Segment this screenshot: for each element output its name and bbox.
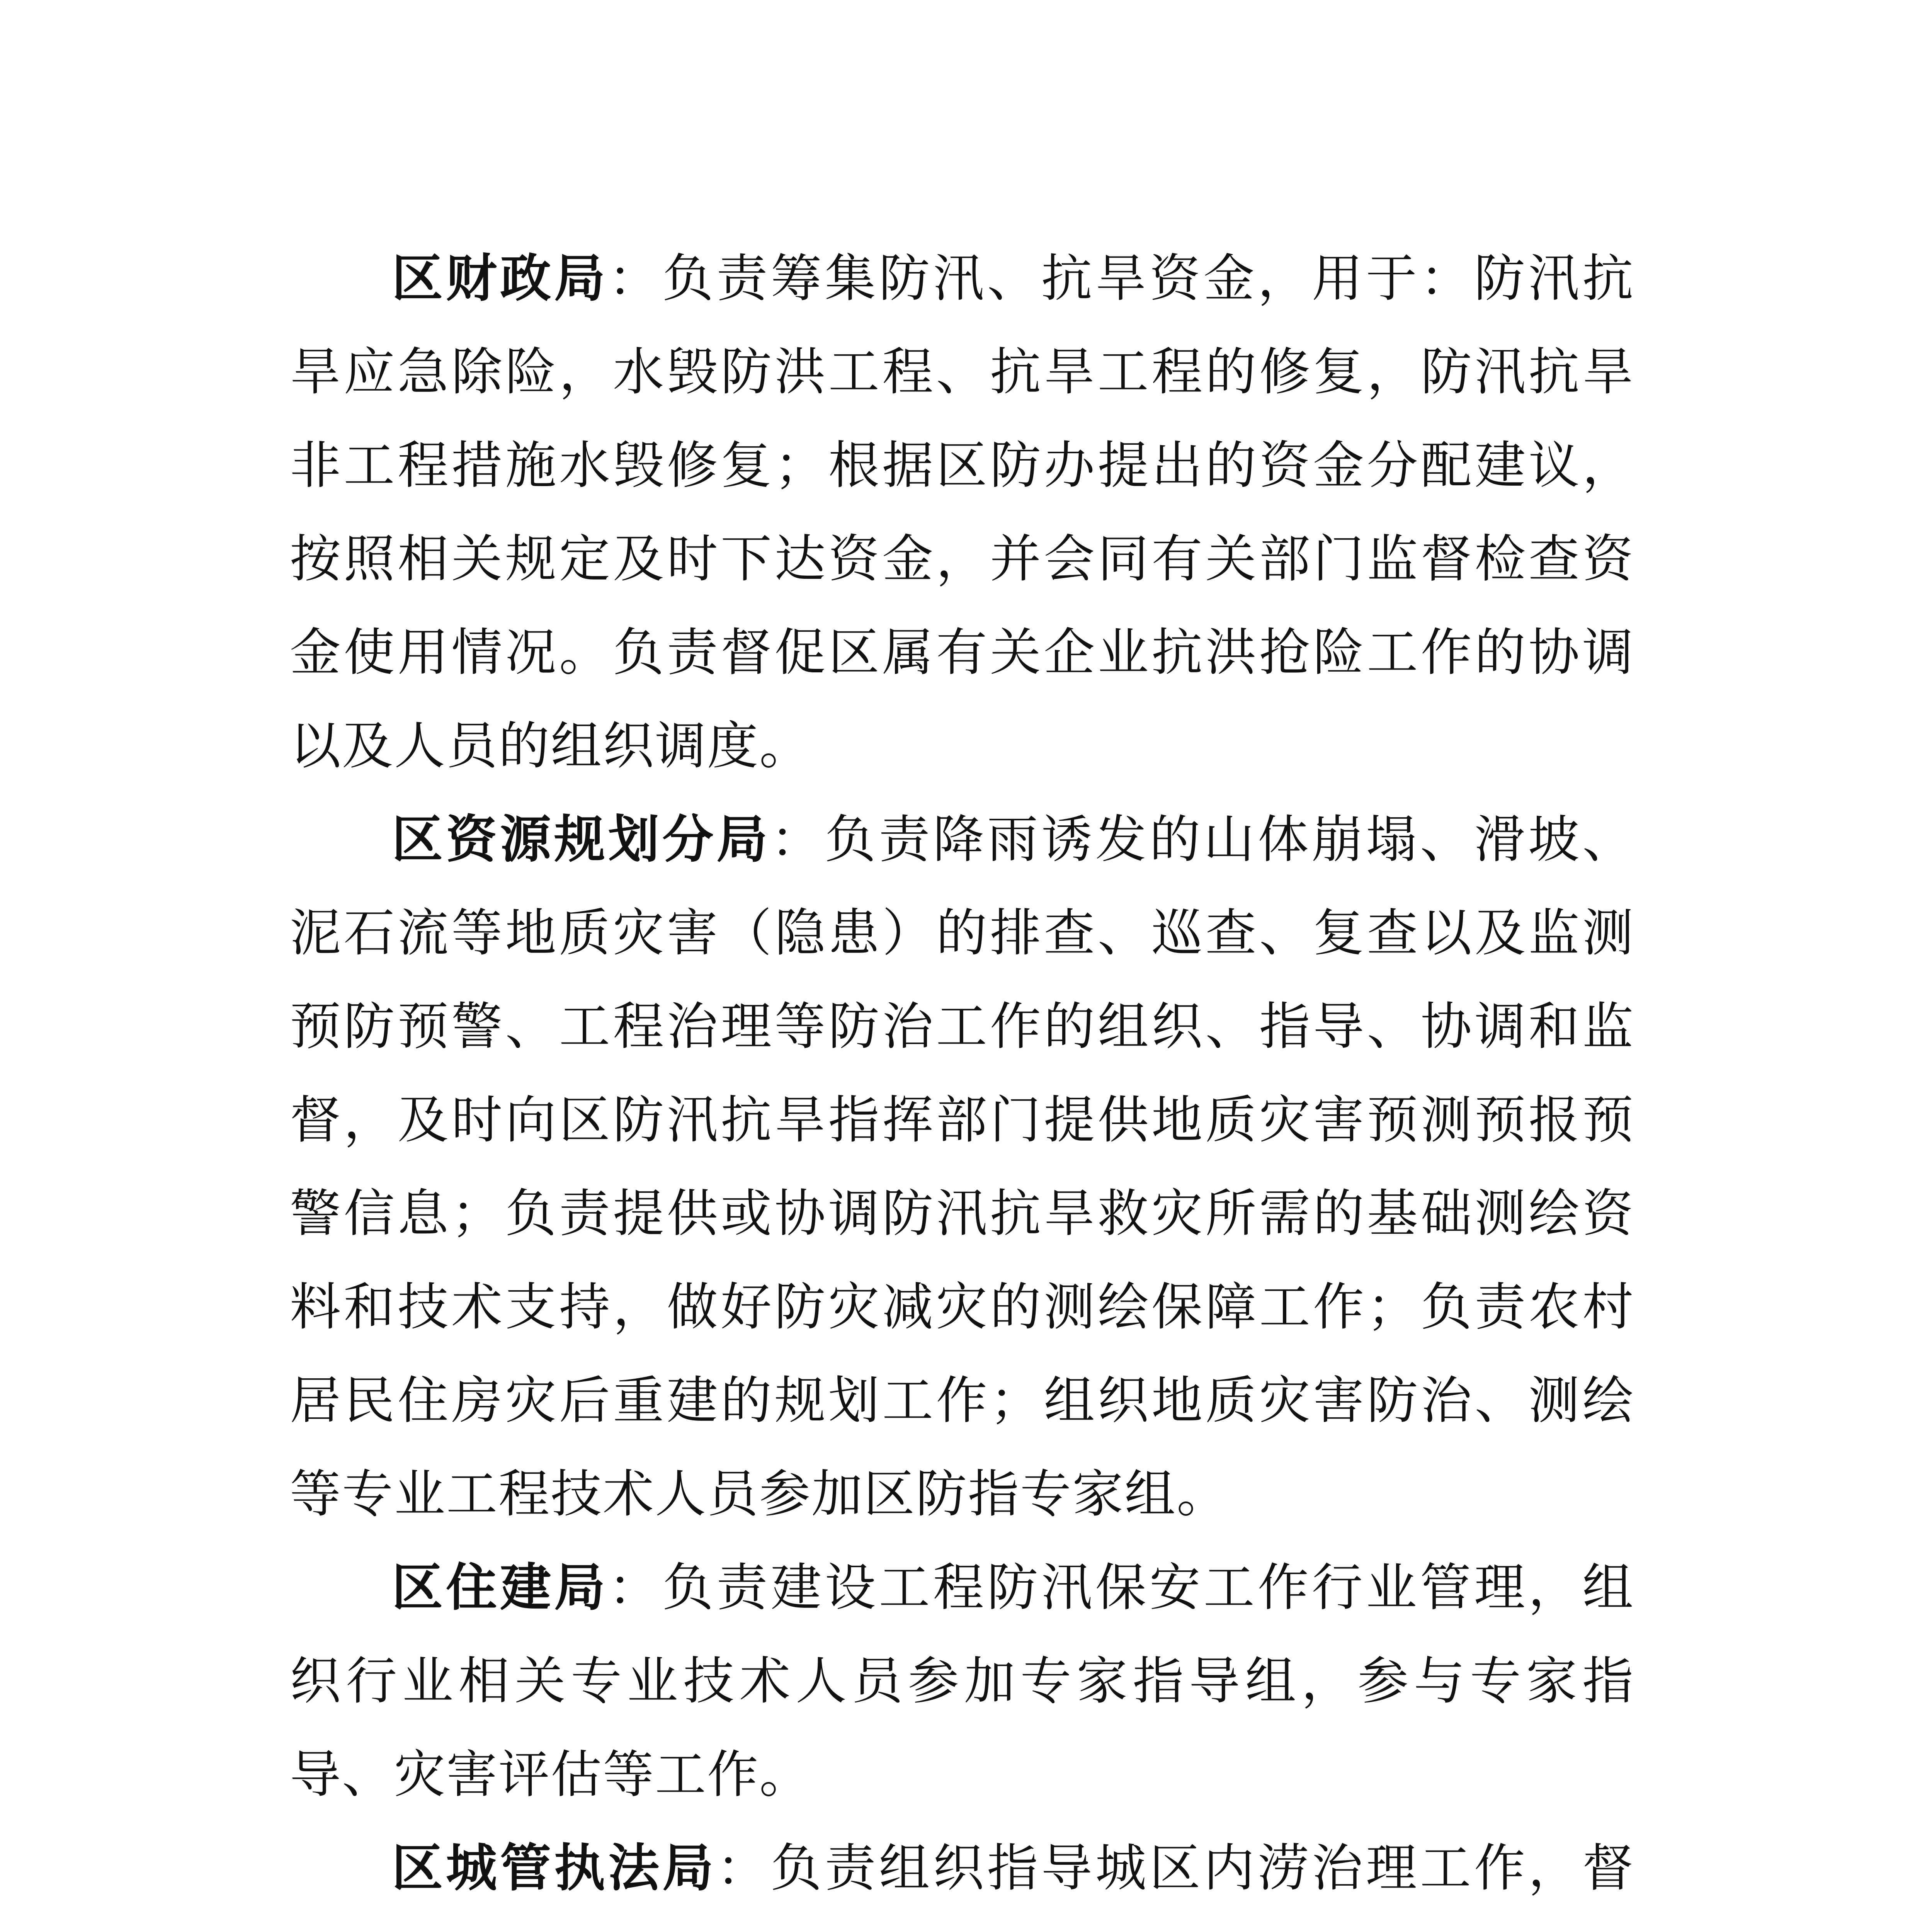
paragraph-text: ：负责降雨诱发的山体崩塌、滑坡、泥石流等地质灾害（隐患）的排查、巡查、复查以及监测预防预警、工程治理等防治工作的组织、指导、协调和监督，及时向区防汛抗旱指挥部门提供地质灾害预测预报预警信息；负责提供或协调防汛抗旱救灾所需的基础测绘资料和技术支持，做好防灾减灾的测绘保障工作；负责农村居民住房灾后重建的规划工作；组织地质灾害防治、测绘等专业工程技术人员参加区防指专家组。 [290, 810, 1635, 1524]
paragraph-finance-bureau [290, 232, 1634, 793]
paragraph-urban-management-bureau [290, 1821, 1634, 1932]
paragraph-text: ：负责组织指导城区内涝治理工作，督 [716, 1838, 1635, 1898]
department-name: 区住建局 [392, 1558, 609, 1617]
paragraph-text: ：负责建设工程防汛保安工作行业管理，组织行业相关专业技术人员参加专家指导组，参与专家指导、灾害评估等工作。 [290, 1558, 1635, 1804]
paragraph-housing-construction-bureau [290, 1541, 1634, 1821]
document-body [290, 232, 1634, 1932]
paragraph-text: ：负责筹集防汛、抗旱资金，用于：防汛抗旱应急除险，水毁防洪工程、抗旱工程的修复，防汛抗旱非工程措施水毁修复；根据区防办提出的资金分配建议，按照相关规定及时下达资金，并会同有关部门监督检查资金使用情况。负责督促区属有关企业抗洪抢险工作的协调以及人员的组织调度。 [290, 249, 1635, 776]
department-name: 区资源规划分局 [392, 810, 771, 869]
paragraph-resources-planning-branch [290, 793, 1634, 1541]
department-name: 区财政局 [392, 248, 609, 308]
department-name: 区城管执法局 [392, 1838, 717, 1898]
